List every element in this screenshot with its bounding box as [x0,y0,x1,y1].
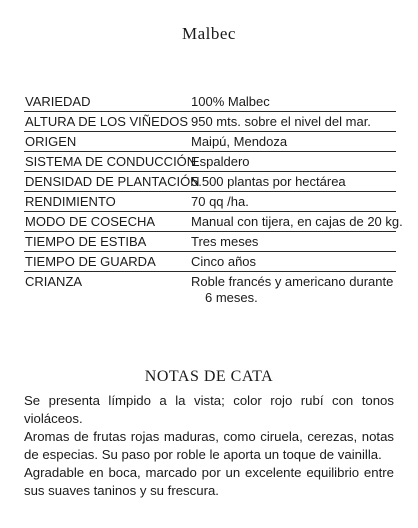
spec-row-altura [24,112,396,132]
spec-value: 5.500 plantas por hectárea [191,174,346,189]
spec-row-densidad [24,172,396,192]
spec-row-crianza [24,272,396,306]
spec-value: Tres meses [191,234,259,249]
spec-label: ALTURA DE LOS VIÑEDOS [25,114,189,129]
page-title: Malbec [182,24,236,43]
notes-title: NOTAS DE CATA [144,368,274,385]
spec-label: DENSIDAD DE PLANTACIÓN [25,174,200,189]
notes-paragraph-aroma: Aromas de frutas rojas maduras, como ciruela, cerezas, notas de especias. Su paso por roble le aporta un toque de vainilla. [24,429,394,462]
spec-label: CRIANZA [25,274,83,289]
spec-label: SISTEMA DE CONDUCCIÓN [25,154,197,169]
spec-value: Espaldero [191,154,250,169]
spec-value-line2: 6 meses. [205,290,258,305]
spec-label: TIEMPO DE ESTIBA [25,234,147,249]
notes-paragraph-taste: Agradable en boca, marcado por un excelente equilibrio entre sus suaves taninos y su frescura. [24,465,394,498]
spec-value: 950 mts. sobre el nivel del mar. [191,114,371,129]
spec-value: Cinco años [191,254,257,269]
spec-row-guarda [24,252,396,272]
spec-label: TIEMPO DE GUARDA [25,254,156,269]
spec-label: RENDIMIENTO [25,194,116,209]
spec-row-rendimiento [24,192,396,212]
notes-paragraph-visual: Se presenta límpido a la vista; color rojo rubí con tonos violáceos. [24,393,394,426]
spec-label: VARIEDAD [25,94,91,109]
spec-row-cosecha [24,212,403,232]
spec-value: Maipú, Mendoza [191,134,288,149]
spec-value: Manual con tijera, en cajas de 20 kg. [191,214,403,229]
spec-row-estiba [24,232,396,252]
tasting-notes [24,392,394,500]
spec-row-conduccion [24,152,396,172]
spec-value [191,272,396,306]
spec-row-variedad [24,92,396,112]
spec-value-line1: Roble francés y americano durante [191,274,394,289]
spec-value: 70 qq /ha. [191,194,249,209]
spec-label: MODO DE COSECHA [25,214,156,229]
specs-table [24,92,403,306]
spec-value: 100% Malbec [191,94,270,109]
spec-row-origen [24,132,396,152]
spec-label: ORIGEN [25,134,77,149]
